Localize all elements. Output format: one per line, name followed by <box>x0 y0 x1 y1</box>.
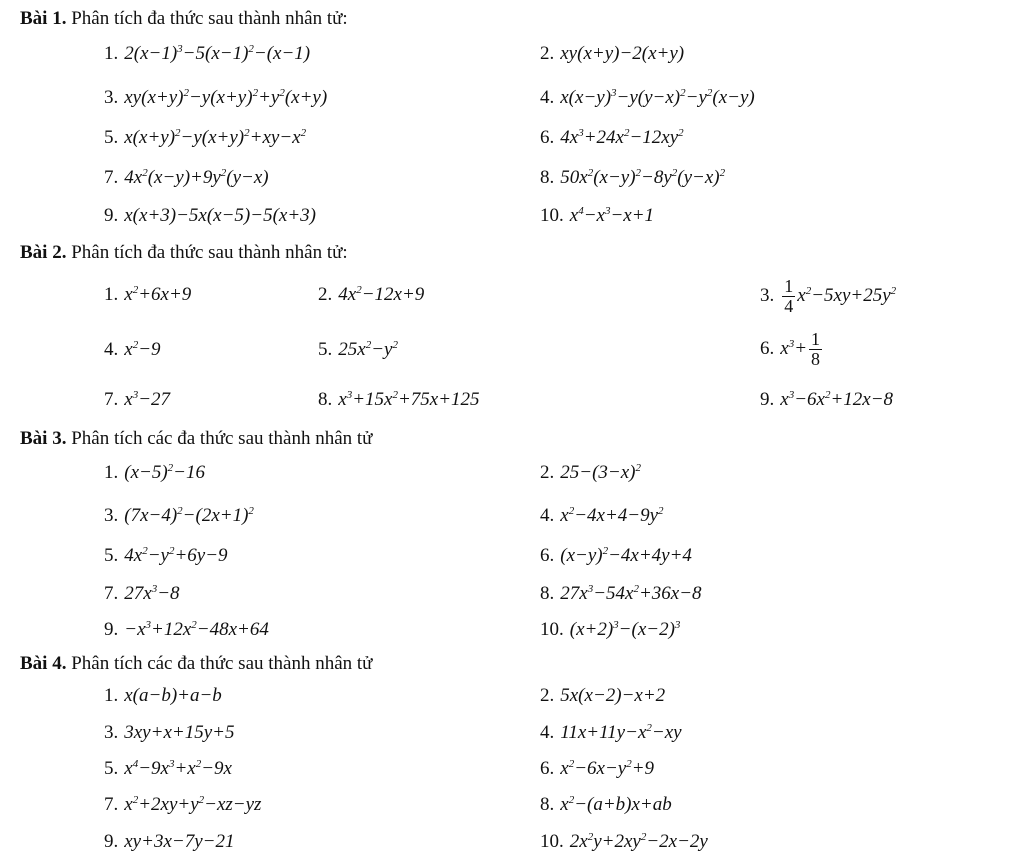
problem-2-4: 4. $x^2-9$ <box>104 338 161 360</box>
problem-1-8: 8. $50x^2(x-y)^2-8y^2(y-x)^2$ <box>540 166 726 188</box>
problem-3-10: 10. $(x+2)^3-(x-2)^3$ <box>540 618 681 640</box>
problem-2-2: 2. $4x^2-12x+9$ <box>318 283 425 305</box>
problem-4-9: 9. xy+3x−7y−21 <box>104 831 235 852</box>
problem-4-6: 6. $x^2-6x-y^2+9$ <box>540 757 655 779</box>
problem-3-2: 2. $25-(3-x)^2$ <box>540 461 641 483</box>
problem-3-8: 8. $27x^3-54x^2+36x-8$ <box>540 582 702 604</box>
problem-2-5: 5. $25x^2-y^2$ <box>318 338 398 360</box>
problem-3-3: 3. $(7x-4)^2-(2x+1)^2$ <box>104 504 254 526</box>
problem-3-5: 5. $4x^2-y^2+6y-9$ <box>104 544 228 566</box>
problem-1-3: 3. $xy(x+y)^2-y(x+y)^2+y^2(x+y)$ <box>104 86 328 108</box>
problem-3-7: 7. $27x^3-8$ <box>104 582 180 604</box>
problem-2-8: 8. $x^3+15x^2+75x+125$ <box>318 388 480 410</box>
problem-4-1: 1. x(a−b)+a−b <box>104 685 222 706</box>
problem-4-7: 7. $x^2+2xy+y^2-xz-yz$ <box>104 793 262 815</box>
problem-4-10: 10. $2x^2y+2xy^2-2x-2y$ <box>540 830 708 852</box>
section-1-heading: Bài 1. Phân tích đa thức sau thành nhân tử: <box>20 8 348 29</box>
problem-1-7: 7. $4x^2(x-y)+9y^2(y-x)$ <box>104 166 269 188</box>
section-3-heading: Bài 3. Phân tích các đa thức sau thành nhân tử <box>20 428 373 449</box>
problem-2-9: 9. $x^3-6x^2+12x-8$ <box>760 388 894 410</box>
problem-1-9: 9. x(x+3)−5x(x−5)−5(x+3) <box>104 205 316 226</box>
problem-4-3: 3. 3xy+x+15y+5 <box>104 722 235 743</box>
problem-4-2: 2. 5x(x−2)−x+2 <box>540 685 666 706</box>
problem-2-3: 3. $\frac{1}{4}$ $x^2-5xy+25y^2$ <box>760 276 897 316</box>
problem-2-7: 7. $x^3-27$ <box>104 388 171 410</box>
section-4-heading: Bài 4. Phân tích các đa thức sau thành nhân tử <box>20 653 373 674</box>
problem-4-4: 4. $11x+11y-x^2-xy$ <box>540 721 682 743</box>
problem-2-1: 1. $x^2+6x+9$ <box>104 283 192 305</box>
problem-3-9: 9. $-x^3+12x^2-48x+64$ <box>104 618 269 640</box>
problem-4-5: 5. $x^4-9x^3+x^2-9x$ <box>104 757 232 779</box>
problem-1-10: 10. $x^4-x^3-x+1$ <box>540 204 655 226</box>
problem-1-1: 1. $2(x-1)^3-5(x-1)^2-(x-1)$ <box>104 42 311 64</box>
problem-2-6: 6. $x^3+$ $\frac{1}{8}$ <box>760 329 821 369</box>
problem-1-6: 6. $4x^3+24x^2-12xy^2$ <box>540 126 684 148</box>
problem-3-1: 1. $(x-5)^2-16$ <box>104 461 205 483</box>
problem-1-5: 5. $x(x+y)^2-y(x+y)^2+xy-x^2$ <box>104 126 307 148</box>
problem-4-8: 8. $x^2-(a+b)x+ab$ <box>540 793 672 815</box>
problem-1-4: 4. $x(x-y)^3-y(y-x)^2-y^2(x-y)$ <box>540 86 755 108</box>
problem-1-2: 2. xy(x+y)−2(x+y) <box>540 43 685 64</box>
problem-3-6: 6. $(x-y)^2-4x+4y+4$ <box>540 544 692 566</box>
problem-3-4: 4. $x^2-4x+4-9y^2$ <box>540 504 664 526</box>
section-2-heading: Bài 2. Phân tích đa thức sau thành nhân tử: <box>20 242 348 263</box>
